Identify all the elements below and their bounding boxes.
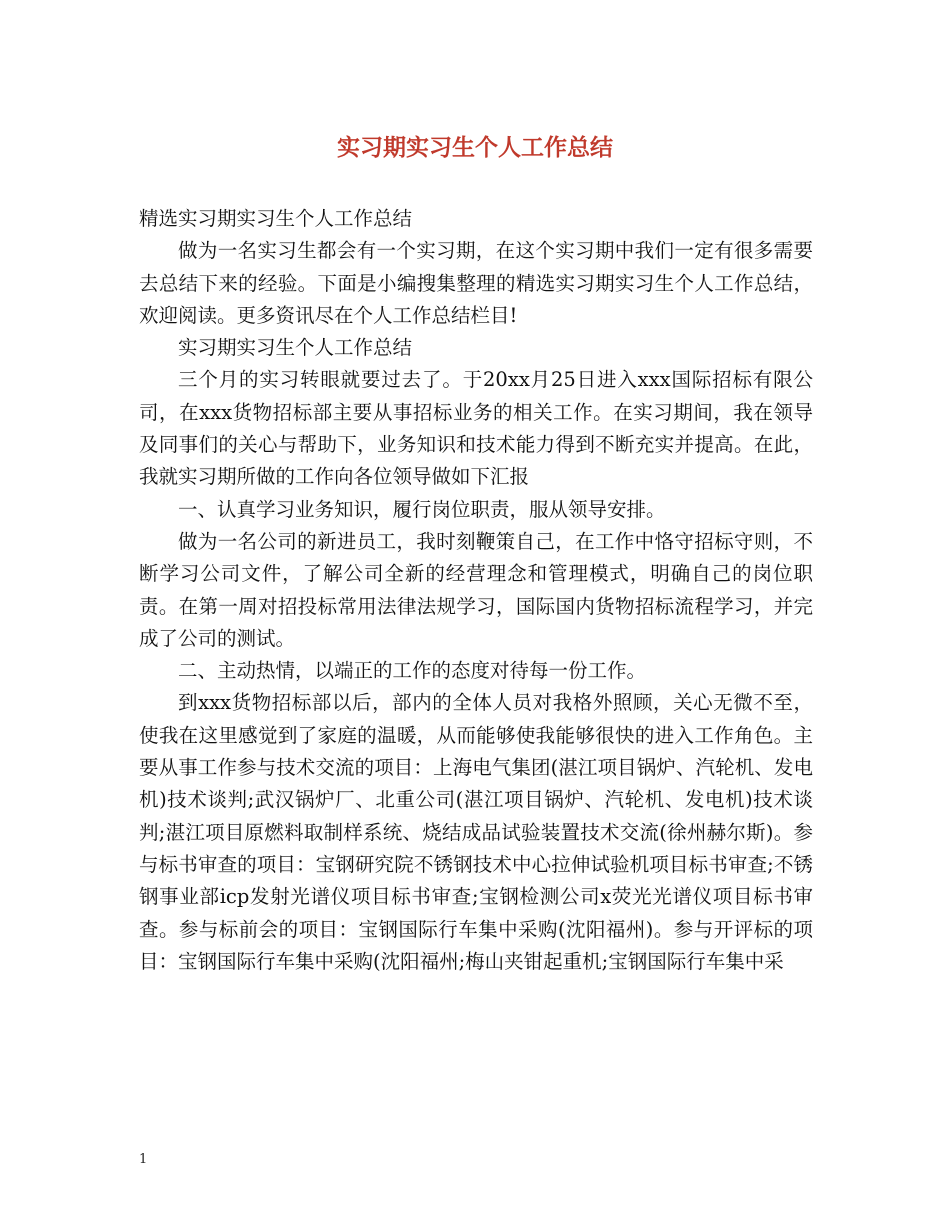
paragraph-section-one: 做为一名公司的新进员工，我时刻鞭策自己，在工作中恪守招标守则，不断学习公司文件，了解公司全新的经营理念和管理模式，明确自己的岗位职责。在第一周对招投标常用法律法规学习，国际国内货物招标流程学习，并完成了公司的测试。	[139, 529, 813, 650]
paragraph-section-two: 到xxx货物招标部以后，部内的全体人员对我格外照顾，关心无微不至，使我在这里感觉到了家庭的温暖，从而能够使我能够很快的进入工作角色。主要从事工作参与技术交流的项目：上海电气集团(湛江项目锅炉、汽轮机、发电机)技术谈判;武汉锅炉厂、北重公司(湛江项目锅炉、汽轮机、发电机)技术谈判;湛江项目原燃料取制样系统、烧结成品试验装置技术交流(徐州赫尔斯)。参与标书审查的项目：宝钢研究院不锈钢技术中心拉伸试验机项目标书审查;不锈钢事业部icp发射光谱仪项目标书审查;宝钢检测公司x荧光光谱仪项目标书审查。参与标前会的项目：宝钢国际行车集中采购(沈阳福州)。参与开评标的项目：宝钢国际行车集中采购(沈阳福州;梅山夹钳起重机;宝钢国际行车集中采	[139, 691, 813, 973]
section-heading-two: 二、主动热情，以端正的工作的态度对待每一份工作。	[178, 659, 647, 683]
paragraph-subtitle: 精选实习期实习生个人工作总结	[139, 207, 413, 230]
document-body	[139, 203, 813, 978]
page-number: 1	[139, 1152, 148, 1167]
paragraph-heading: 实习期实习生个人工作总结	[178, 336, 413, 360]
document-title: 实习期实习生个人工作总结	[337, 134, 613, 161]
paragraph-intro: 做为一名实习生都会有一个实习期，在这个实习期中我们一定有很多需要去总结下来的经验。下面是小编搜集整理的精选实习期实习生个人工作总结，欢迎阅读。更多资讯尽在个人工作总结栏目!	[139, 239, 813, 327]
paragraph-overview: 三个月的实习转眼就要过去了。于20xx月25日进入xxx国际招标有限公司，在xxx货物招标部主要从事招标业务的相关工作。在实习期间，我在领导及同事们的关心与帮助下，业务知识和技术能力得到不断充实并提高。在此，我就实习期所做的工作向各位领导做如下汇报	[139, 368, 813, 489]
section-heading-one: 一、认真学习业务知识，履行岗位职责，服从领导安排。	[178, 497, 666, 521]
